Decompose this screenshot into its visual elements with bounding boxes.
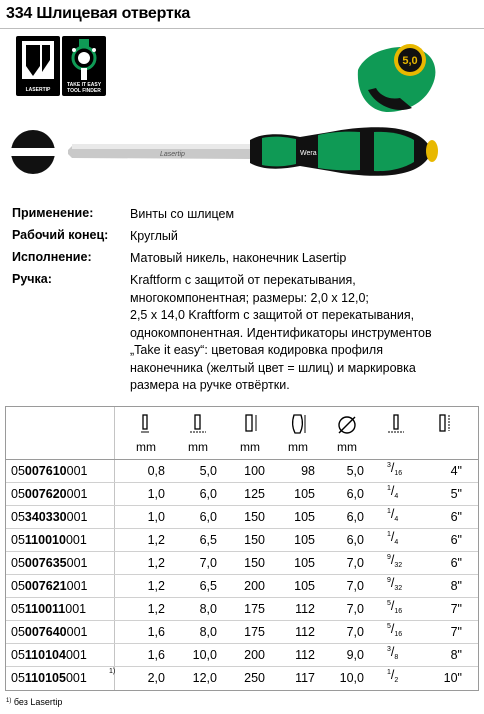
inch-fraction [387, 461, 402, 477]
cell-a: 2,0 [147, 671, 165, 685]
title-divider [0, 28, 484, 29]
fraction-numerator: 5 [387, 600, 391, 607]
article-code: 007610 [24, 464, 67, 478]
fraction-denominator: 2 [394, 677, 399, 684]
cell-b: 6,5 [199, 579, 217, 593]
brand-marking: Wera [300, 150, 317, 157]
fraction-denominator: 32 [394, 562, 403, 569]
fraction-numerator: 1 [387, 669, 391, 676]
article-number [11, 533, 87, 547]
spec-value-working-end: Круглый [130, 229, 178, 243]
cell-c: 250 [244, 671, 265, 685]
article-prefix: 05 [11, 533, 25, 547]
table-row [6, 529, 478, 552]
inch-length-icon [432, 413, 456, 437]
article-prefix: 05 [11, 579, 25, 593]
cell-b: 6,0 [199, 487, 217, 501]
article-prefix: 05 [11, 556, 25, 570]
handle-line: „Take it easy“: цветовая кодировка профиля [130, 343, 383, 357]
unit-label: mm [337, 440, 357, 454]
lasertip-caption: LASERTIP [25, 87, 51, 93]
article-code: 007620 [24, 487, 67, 501]
inch-fraction [387, 530, 398, 546]
handle-line: наконечника (желтый цвет = шлиц) и маркировка [130, 360, 416, 375]
fraction-numerator: 3 [387, 462, 391, 469]
article-suffix: 001 [65, 533, 87, 547]
article-code: 110104 [24, 648, 66, 662]
cell-c: 175 [244, 602, 265, 616]
handle-line: многокомпонентная; размеры: 2,0 x 12,0; [130, 290, 369, 305]
article-code: 110011 [24, 602, 66, 616]
fraction-numerator: 1 [387, 531, 391, 538]
cell-c: 100 [244, 464, 265, 478]
fraction-numerator: 9 [387, 554, 391, 561]
article-prefix: 05 [11, 464, 25, 478]
fraction-slash: / [390, 645, 395, 659]
table-header [6, 407, 478, 460]
cell-c: 150 [244, 556, 265, 570]
article-prefix: 05 [11, 671, 25, 685]
cell-c: 200 [244, 579, 265, 593]
cell-b: 8,0 [199, 625, 217, 639]
unit-label: mm [240, 440, 260, 454]
article-number [11, 648, 87, 662]
fraction-slash: / [390, 461, 395, 475]
cell-b: 6,5 [199, 533, 217, 547]
inch-fraction [387, 576, 402, 592]
inch-length: 5" [450, 487, 462, 501]
cell-b: 8,0 [199, 602, 217, 616]
handle-cap [358, 44, 436, 112]
handle-line: 2,5 x 14,0 Kraftform с защитой от перекатывания, [130, 308, 415, 322]
cell-a: 0,8 [147, 464, 165, 478]
article-suffix: 001 [66, 487, 88, 501]
cell-b: 6,0 [199, 510, 217, 524]
fraction-slash: / [390, 668, 395, 682]
spec-value-handle [130, 272, 475, 395]
shaft-marking: Lasertip [160, 151, 185, 158]
article-suffix: 001 [65, 671, 87, 685]
cell-e: 7,0 [346, 602, 364, 616]
cell-d: 105 [294, 510, 315, 524]
cell-c: 150 [244, 533, 265, 547]
inch-length: 6" [450, 556, 462, 570]
cell-b: 5,0 [199, 464, 217, 478]
spec-value-application: Винты со шлицем [130, 207, 235, 221]
article-number [11, 487, 87, 501]
fraction-slash: / [390, 622, 395, 636]
fraction-denominator: 16 [394, 631, 403, 638]
cell-b: 7,0 [199, 556, 217, 570]
cell-a: 1,2 [147, 602, 165, 616]
cell-e: 9,0 [346, 648, 364, 662]
blade-thickness-icon [134, 413, 158, 437]
cell-e: 6,0 [346, 533, 364, 547]
inch-fraction [387, 507, 398, 523]
fraction-denominator: 32 [394, 585, 403, 592]
article-prefix: 05 [11, 648, 25, 662]
cap-size-label: 5,0 [402, 55, 418, 67]
spec-label-application: Применение: [12, 206, 94, 220]
screwdriver-shaft [68, 144, 250, 159]
inch-width-icon [384, 413, 408, 437]
cell-a: 1,2 [147, 579, 165, 593]
cell-b: 10,0 [192, 648, 217, 662]
spec-table [5, 406, 479, 691]
inch-fraction [387, 599, 402, 615]
handle-line: Kraftform с защитой от перекатывания, [130, 273, 356, 287]
unit-label: mm [188, 440, 208, 454]
cell-d: 105 [294, 556, 315, 570]
fraction-denominator: 4 [394, 516, 399, 523]
table-row [6, 575, 478, 598]
fraction-denominator: 16 [394, 470, 403, 477]
inch-fraction [387, 645, 398, 661]
cell-e: 7,0 [346, 625, 364, 639]
table-row [6, 483, 478, 506]
handle-line: однокомпонентная. Идентификаторы инструментов [130, 325, 432, 340]
cell-e: 6,0 [346, 487, 364, 501]
inch-length: 7" [450, 625, 462, 639]
slot-profile-icon [8, 130, 58, 174]
footnote [6, 697, 62, 707]
article-suffix: 001 [65, 648, 87, 662]
article-suffix: 001 [65, 602, 87, 616]
article-number [11, 671, 87, 685]
fraction-numerator: 9 [387, 577, 391, 584]
inch-fraction [387, 553, 402, 569]
article-code: 110010 [24, 533, 66, 547]
cell-c: 150 [244, 510, 265, 524]
cell-d: 117 [295, 671, 315, 685]
inch-fraction [387, 668, 398, 684]
take-it-easy-caption: TAKE IT EASY [66, 82, 102, 88]
handle-line: размера на ручке отвёртки. [130, 378, 290, 392]
fraction-numerator: 3 [387, 646, 391, 653]
product-illustration [0, 40, 484, 205]
article-code: 110105 [24, 671, 66, 685]
inch-length: 6" [450, 510, 462, 524]
article-prefix: 05 [11, 510, 25, 524]
article-number [11, 510, 87, 524]
cell-a: 1,6 [147, 625, 165, 639]
table-row [6, 644, 478, 667]
cell-a: 1,2 [147, 556, 165, 570]
fraction-denominator: 8 [394, 654, 399, 661]
table-row [6, 667, 478, 690]
cell-e: 7,0 [346, 579, 364, 593]
article-number [11, 464, 87, 478]
footnote-text: без Lasertip [13, 697, 63, 707]
cell-d: 105 [294, 579, 315, 593]
article-number [11, 602, 86, 616]
cell-d: 98 [301, 464, 315, 478]
table-row [6, 460, 478, 483]
article-code: 340330 [24, 510, 67, 524]
inch-length: 8" [450, 648, 462, 662]
spec-value-finish: Матовый никель, наконечник Lasertip [130, 251, 347, 265]
cell-d: 105 [294, 487, 315, 501]
footnote-mark: 1) [6, 698, 12, 704]
unit-label: mm [136, 440, 156, 454]
cell-c: 200 [244, 648, 265, 662]
spec-label-working-end: Рабочий конец: [12, 228, 109, 242]
inch-fraction [387, 622, 402, 638]
cell-c: 175 [244, 625, 265, 639]
article-prefix: 05 [11, 602, 25, 616]
article-code: 007640 [24, 625, 67, 639]
spec-label-handle: Ручка: [12, 272, 52, 286]
cell-d: 112 [295, 648, 315, 662]
article-number [11, 625, 87, 639]
fraction-denominator: 4 [394, 493, 399, 500]
article-suffix: 001 [66, 625, 88, 639]
article-number [11, 556, 87, 570]
cell-a: 1,6 [147, 648, 165, 662]
inch-length: 7" [450, 602, 462, 616]
article-suffix: 001 [66, 579, 88, 593]
fraction-slash: / [390, 553, 395, 567]
table-row [6, 552, 478, 575]
inch-length: 6" [450, 533, 462, 547]
fraction-numerator: 1 [387, 485, 391, 492]
spec-label-finish: Исполнение: [12, 250, 92, 264]
fraction-denominator: 4 [394, 539, 399, 546]
cell-a: 1,0 [147, 487, 165, 501]
article-prefix: 05 [11, 487, 25, 501]
article-code: 007635 [24, 556, 67, 570]
article-prefix: 05 [11, 625, 25, 639]
cell-e: 7,0 [346, 556, 364, 570]
cell-e: 10,0 [339, 671, 364, 685]
table-row [6, 598, 478, 621]
page-title: 334 Шлицевая отвертка [6, 5, 191, 22]
cell-d: 112 [295, 602, 315, 616]
table-row [6, 621, 478, 644]
fraction-denominator: 16 [394, 608, 403, 615]
cell-c: 125 [244, 487, 265, 501]
article-code: 007621 [24, 579, 67, 593]
cell-e: 5,0 [346, 464, 364, 478]
fraction-numerator: 5 [387, 623, 391, 630]
cell-a: 1,2 [147, 533, 165, 547]
inch-length: 8" [450, 579, 462, 593]
inch-length: 10" [443, 671, 462, 685]
cell-a: 1,0 [147, 510, 165, 524]
screwdriver-handle [250, 127, 438, 176]
article-suffix: 001 [66, 556, 88, 570]
article-number [11, 579, 87, 593]
fraction-slash: / [390, 576, 395, 590]
fraction-slash: / [390, 599, 395, 613]
fraction-numerator: 1 [387, 508, 391, 515]
diameter-icon [335, 413, 359, 437]
unit-label: mm [288, 440, 308, 454]
blade-length-icon [238, 413, 262, 437]
inch-fraction [387, 484, 398, 500]
fraction-slash: / [390, 484, 395, 498]
cell-b: 12,0 [192, 671, 217, 685]
inch-length: 4" [450, 464, 462, 478]
handle-length-icon [286, 413, 310, 437]
tool-finder-caption: TOOL FINDER [67, 88, 101, 94]
article-suffix: 001 [66, 464, 88, 478]
article-suffix: 001 [66, 510, 88, 524]
cell-d: 105 [294, 533, 315, 547]
cell-e: 6,0 [346, 510, 364, 524]
footnote-ref: 1) [109, 668, 116, 675]
fraction-slash: / [390, 507, 395, 521]
table-row [6, 506, 478, 529]
cell-d: 112 [295, 625, 315, 639]
fraction-slash: / [390, 530, 395, 544]
blade-width-icon [186, 413, 210, 437]
